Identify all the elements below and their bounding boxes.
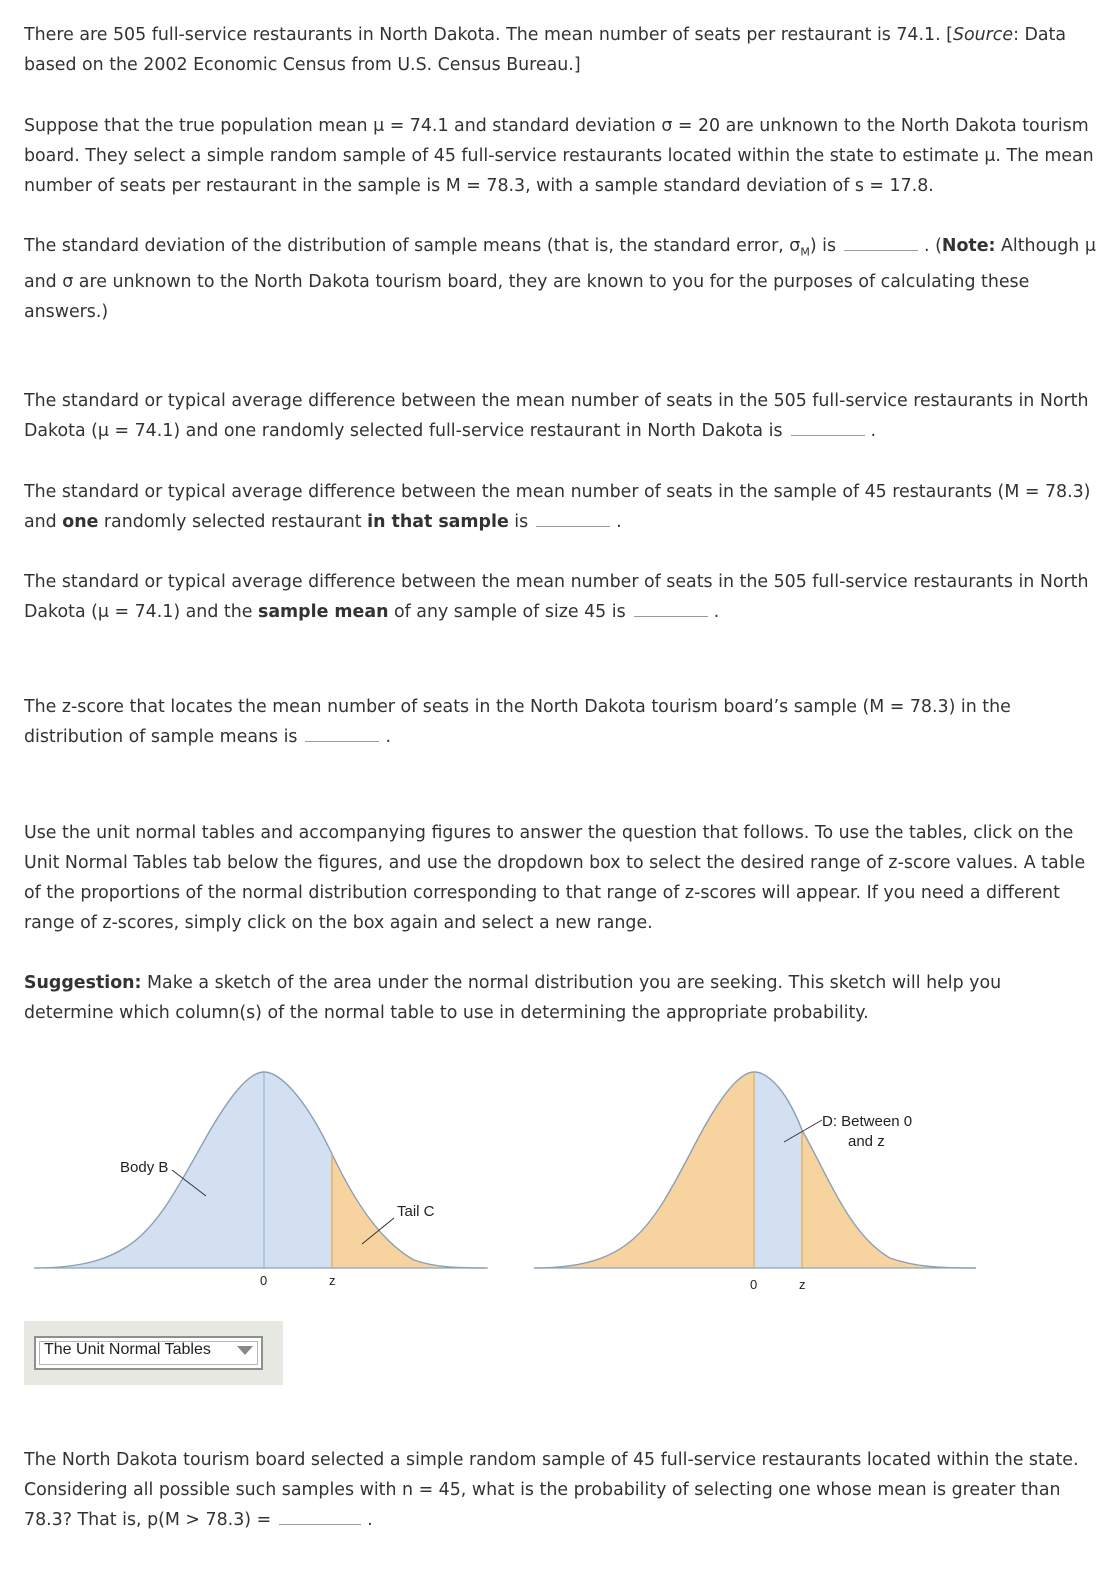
sample-sd-text-c: is [508,512,529,532]
intro-paragraph [24,20,1096,80]
note-label: Note: [941,236,996,256]
suggestion-label: Suggestion: [24,973,142,993]
normal-figure-between [530,1060,980,1300]
unit-normal-tables-dropdown[interactable] [34,1336,263,1370]
se-text-c: . ( [924,236,942,256]
probability-question [24,1445,1096,1535]
sample-sd-question [24,477,1096,537]
unit-normal-tables-panel [24,1321,283,1385]
sample-sd-text-a: The standard or typical average difference between the mean number of seats in the sample of 45 restaurants (M = 78.3) and [24,482,1091,532]
chevron-down-icon[interactable] [237,1346,253,1355]
right-tail-region [802,1130,976,1268]
sampling-error-question [24,567,1096,627]
sample-sd-bold-one: one [62,512,99,532]
instructions-paragraph: Use the unit normal tables and accompanying figures to answer the question that follows. To use the tables, click on the Unit Normal Tables tab below the figures, and use the dropdown box to select the desired range of z-score values. A table of the proportions of the normal distribution corresponding to that range of z-scores will appear. If you need a different range of z-scores, simply click on the box again and select a new range. [24,823,1086,933]
tail-c-label: Tail C [397,1203,435,1220]
suggestion-text: Make a sketch of the area under the normal distribution you are seeking. This sketch will help you determine which column(s) of the normal table to use in determining the appropriate probability. [24,973,1002,1023]
standard-error-answer-blank[interactable] [844,236,918,251]
suggestion-paragraph [24,968,1096,1028]
intro-text-a: There are 505 full-service restaurants in North Dakota. The mean number of seats per restaurant is 74.1. [ [24,25,953,45]
body-b-label: Body B [120,1159,169,1176]
z-score-text: The z-score that locates the mean number of seats in the North Dakota tourism board’s sample (M = 78.3) in the distribution of sample means is [24,697,1011,747]
se-text-b: ) is [809,236,837,256]
z-tick-label-right: z [799,1277,806,1292]
zero-tick-label: 0 [260,1273,268,1288]
sampling-text-b: of any sample of size 45 is [388,602,626,622]
body-b-region [34,1072,332,1268]
population-sd-answer-blank[interactable] [791,421,865,436]
population-sd-question [24,386,1096,446]
probability-answer-blank[interactable] [279,1510,361,1525]
sample-sd-end: . [616,512,622,532]
z-tick-label: z [329,1273,336,1288]
sampling-text-a: The standard or typical average difference between the mean number of seats in the 505 full-service restaurants in North Dakota (μ = 74.1) and the [24,572,1089,622]
probability-end: . [367,1510,373,1530]
se-text-a: The standard deviation of the distribution of sample means (that is, the standard error, σ [24,236,801,256]
sample-sd-text-b: randomly selected restaurant [98,512,368,532]
d-between-region [754,1072,802,1268]
sampling-bold-sample-mean: sample mean [257,602,389,622]
zero-tick-label-right: 0 [750,1277,758,1292]
sampling-error-answer-blank[interactable] [634,602,708,617]
se-text-d: Although μ and σ are unknown to the North Dakota tourism board, they are known to you for the purposes of calculating these answers.) [24,236,1096,323]
pop-sd-text: The standard or typical average difference between the mean number of seats in the 505 full-service restaurants in North Dakota (μ = 74.1) and one randomly selected full-service restaurant in North Dakota is [24,391,1089,441]
sample-sd-bold-in-sample: in that sample [367,512,509,532]
left-tail-region [534,1072,754,1268]
dropdown-label: The Unit Normal Tables [44,1341,211,1358]
source-label: Source [952,25,1014,45]
se-subscript: M [800,245,810,259]
d-label-line2: and z [848,1133,885,1150]
standard-error-question [24,231,1096,327]
sampling-end: . [713,602,720,622]
d-label-line1: D: Between 0 [822,1113,913,1130]
z-score-question [24,692,1096,752]
intro-text-b: : Data based on the 2002 Economic Census from U.S. Census Bureau.] [24,25,1066,75]
setup-paragraph: Suppose that the true population mean μ = 74.1 and standard deviation σ = 20 are unknown to the North Dakota tourism board. They select a simple random sample of 45 full-service restaurants located within the state to estimate μ. The mean number of seats per restaurant in the sample is M = 78.3, with a sample standard deviation of s = 17.8. [24,116,1094,196]
sample-sd-answer-blank[interactable] [536,512,610,527]
pop-sd-end: . [870,421,877,441]
normal-figure-body-tail [24,1060,494,1300]
z-score-end: . [385,727,392,747]
z-score-answer-blank[interactable] [305,727,379,742]
probability-text: The North Dakota tourism board selected a simple random sample of 45 full-service restaurants located within the state. Considering all possible such samples with n = 45, what is the probability of selecting one whose mean is greater than 78.3? That is, p(M > 78.3) = [24,1450,1079,1530]
